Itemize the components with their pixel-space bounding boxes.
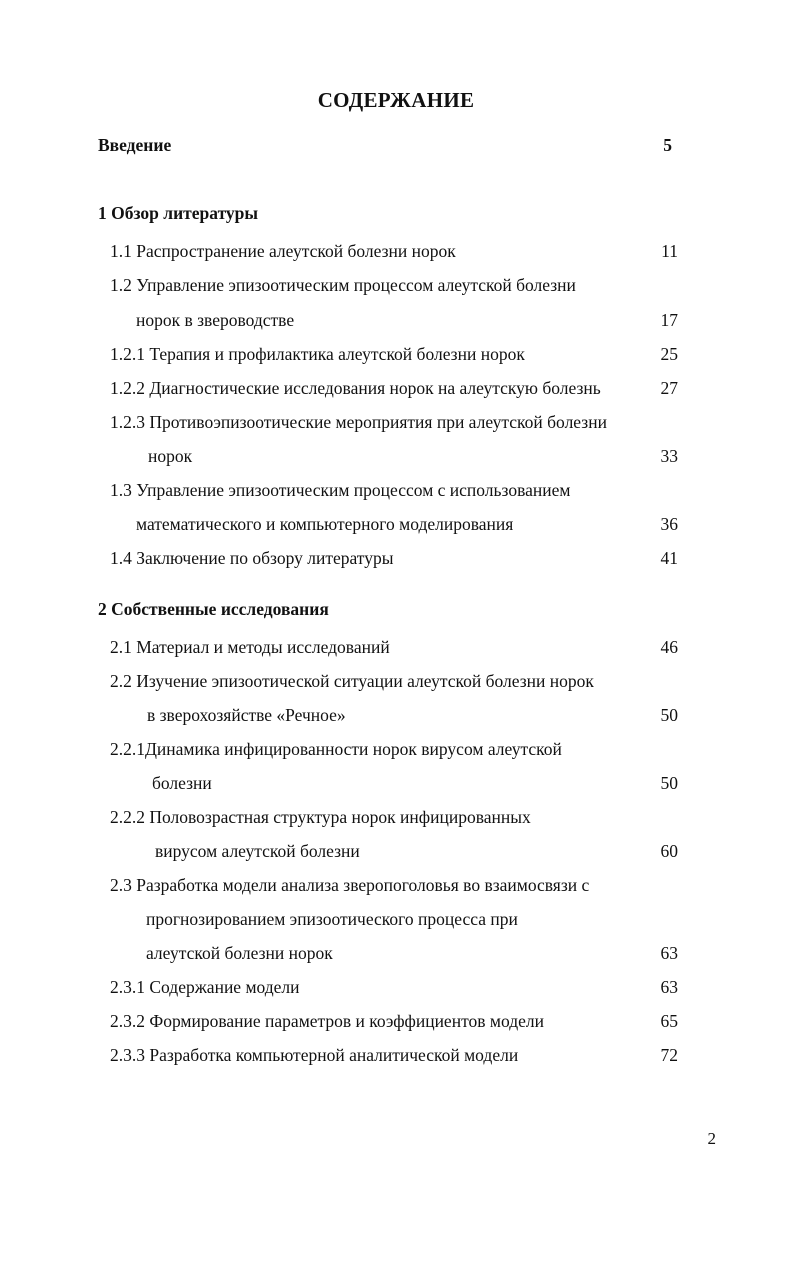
toc-entry-page: 33 [660, 446, 678, 466]
toc-entry-text: 1.2.2 Диагностические исследования норок на алеутскую болезнь [110, 378, 601, 398]
toc-entry-page: 72 [660, 1045, 678, 1065]
toc-entry-text: алеутской болезни норок [146, 943, 333, 963]
toc-entry-text: 2.3 Разработка модели анализа зверопоголовья во взаимосвязи с [110, 875, 590, 895]
toc-entry-page: 63 [660, 943, 678, 963]
toc-entry-text: 2.2 Изучение эпизоотической ситуации алеутской болезни норок [110, 671, 594, 691]
toc-entry [0, 270, 796, 300]
toc-entry-page: 50 [660, 705, 678, 725]
toc-entry-page: 17 [660, 310, 678, 330]
toc-entry-text: 2.3.1 Содержание модели [110, 977, 300, 997]
toc-entry-continuation [0, 938, 796, 968]
toc-entry [0, 373, 796, 403]
toc-title-text: СОДЕРЖАНИЕ [317, 88, 475, 112]
toc-entry-page: 27 [660, 378, 678, 398]
toc-entry-continuation [0, 305, 796, 335]
toc-entry-text: 1.2.3 Противоэпизоотические мероприятия при алеутской болезни [110, 412, 607, 432]
toc-entry [0, 802, 796, 832]
toc-title [66, 88, 796, 113]
toc-entry-page: 5 [663, 135, 672, 155]
toc-entry [0, 972, 796, 1002]
toc-entry-text: 2.2.2 Половозрастная структура норок инфицированных [110, 807, 531, 827]
toc-entry-page: 11 [661, 241, 678, 261]
toc-entry [0, 734, 796, 764]
toc-entry-continuation [0, 700, 796, 730]
toc-entry-text: математического и компьютерного моделирования [136, 514, 514, 534]
toc-entry-text: вирусом алеутской болезни [155, 841, 360, 861]
toc-entry-text: болезни [152, 773, 212, 793]
toc-entry-text: 2.3.3 Разработка компьютерной аналитической модели [110, 1045, 519, 1065]
toc-entry-introduction [0, 130, 796, 160]
toc-entry-page: 36 [660, 514, 678, 534]
toc-entry [0, 339, 796, 369]
toc-entry [0, 236, 796, 266]
toc-section-1 [0, 198, 796, 228]
toc-entry-page: 63 [660, 977, 678, 997]
toc-entry [0, 870, 796, 900]
toc-entry-page: 60 [660, 841, 678, 861]
toc-entry-text: 2 Собственные исследования [98, 599, 329, 619]
page-number: 2 [707, 1129, 716, 1148]
toc-entry-continuation [0, 904, 796, 934]
toc-entry-text: норок в звероводстве [136, 310, 295, 330]
toc-entry-page: 25 [660, 344, 678, 364]
toc-entry-text: 2.1 Материал и методы исследований [110, 637, 390, 657]
toc-entry-text: 2.3.2 Формирование параметров и коэффициентов модели [110, 1011, 544, 1031]
toc-entry [0, 407, 796, 437]
toc-entry-text: в зверохозяйстве «Речное» [147, 705, 346, 725]
toc-entry-text: 1.2.1 Терапия и профилактика алеутской болезни норок [110, 344, 525, 364]
toc-entry [0, 666, 796, 696]
toc-entry-text: 1.4 Заключение по обзору литературы [110, 548, 394, 568]
toc-entry-continuation [0, 836, 796, 866]
toc-entry-continuation [0, 509, 796, 539]
toc-entry [0, 1040, 796, 1070]
toc-entry-text: прогнозированием эпизоотического процесса при [146, 909, 518, 929]
toc-entry-continuation [0, 441, 796, 471]
toc-entry-page: 46 [660, 637, 678, 657]
toc-entry-text: Введение [98, 135, 172, 155]
toc-entry-text: 1.1 Распространение алеутской болезни норок [110, 241, 456, 261]
toc-entry-page: 65 [660, 1011, 678, 1031]
toc-entry [0, 475, 796, 505]
toc-entry-text: 1.3 Управление эпизоотическим процессом с использованием [110, 480, 571, 500]
toc-entry-page: 50 [660, 773, 678, 793]
toc-entry [0, 632, 796, 662]
toc-entry-text: 1.2 Управление эпизоотическим процессом алеутской болезни [110, 275, 576, 295]
toc-entry-text: норок [148, 446, 193, 466]
toc-entry [0, 1006, 796, 1036]
toc-entry-continuation [0, 768, 796, 798]
toc-section-2 [0, 594, 796, 624]
toc-entry-text: 2.2.1Динамика инфицированности норок вирусом алеутской [110, 739, 562, 759]
toc-entry [0, 543, 796, 573]
toc-entry-text: 1 Обзор литературы [98, 203, 259, 223]
toc-entry-page: 41 [660, 548, 678, 568]
